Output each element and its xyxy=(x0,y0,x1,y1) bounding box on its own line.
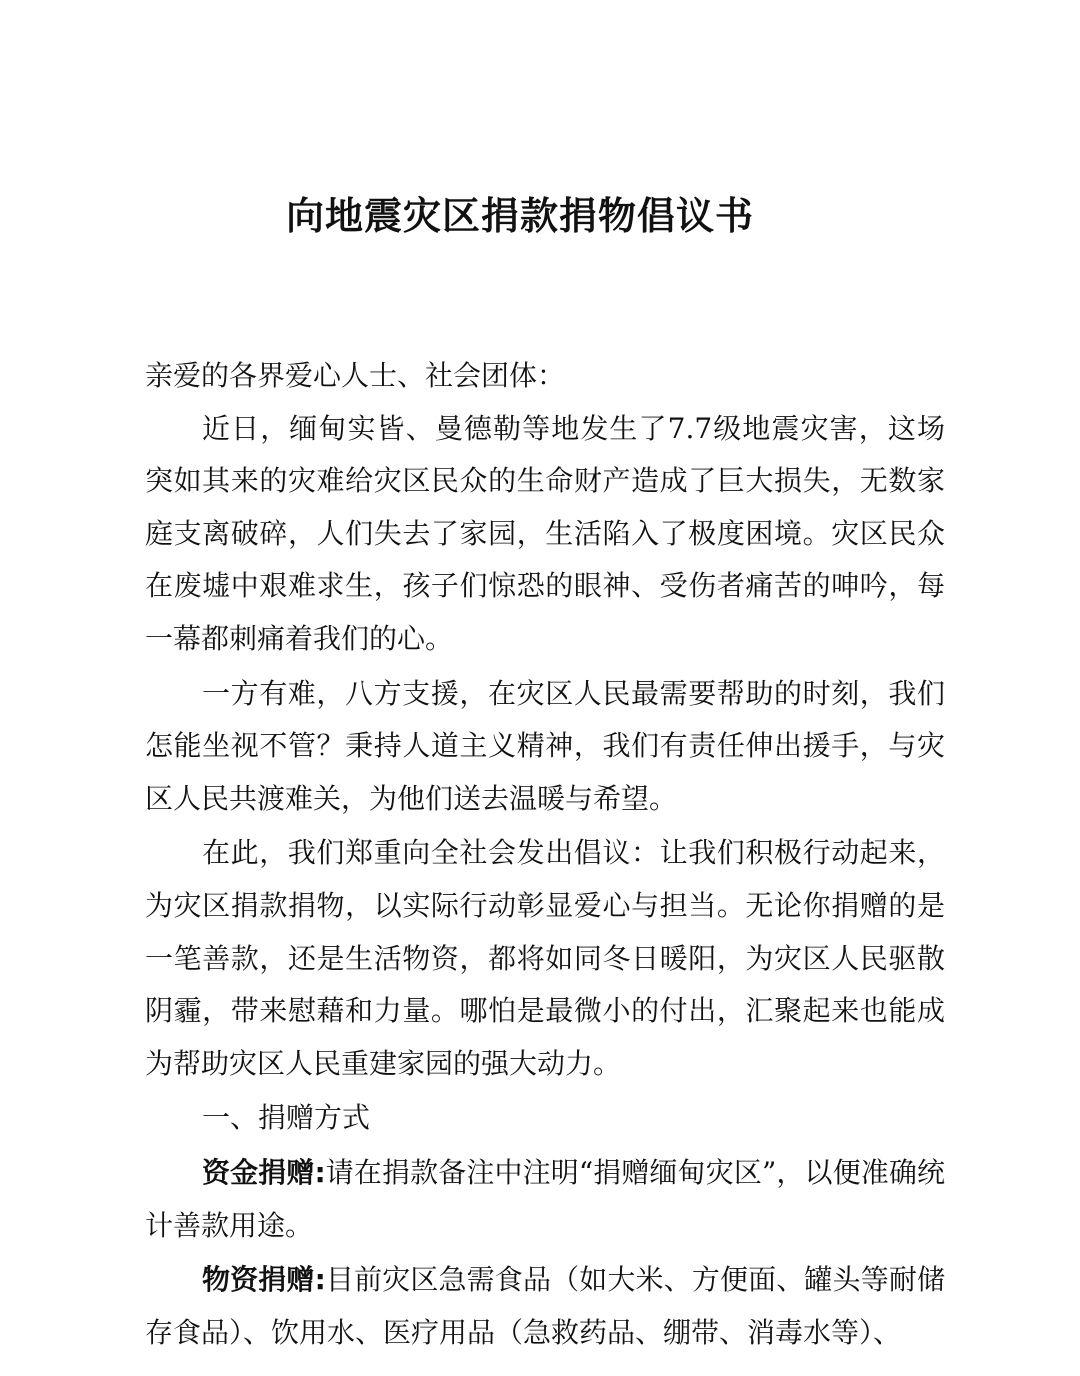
paragraph-2: 一方有难，八方支援，在灾区人民最需要帮助的时刻，我们怎能坐视不管？秉持人道主义精神，我们有责任伸出援手，与灾区人民共渡难关，为他们送去温暖与希望。 xyxy=(145,676,945,815)
paragraph-3: 在此，我们郑重向全社会发出倡议：让我们积极行动起来，为灾区捐款捐物，以实际行动彰显爱心与担当。无论你捐赠的是一笔善款，还是生活物资，都将如同冬日暖阳，为灾区人民驱散阴霾，带来慰藉和力量。哪怕是最微小的付出，汇聚起来也能成为帮助灾区人民重建家园的强大动力。 xyxy=(145,836,945,1080)
goods-donation-label: 物资捐赠: xyxy=(202,1263,326,1297)
paragraph-1: 近日，缅甸实皆、曼德勒等地发生了7.7级地震灾害，这场突如其来的灾难给灾区民众的生命财产造成了巨大损失，无数家庭支离破碎，人们失去了家园，生活陷入了极度困境。灾区民众在废墟中艰难求生，孩子们惊恐的眼神、受伤者痛苦的呻吟，每一幕都刺痛着我们的心。 xyxy=(145,411,945,655)
fund-donation-paragraph xyxy=(145,1147,945,1252)
goods-donation-paragraph xyxy=(145,1254,945,1359)
document-body xyxy=(145,350,945,1359)
goods-donation-text: 目前灾区急需食品（如大米、方便面、罐头等耐储存食品）、饮用水、医疗用品（急救药品、绷带、消毒水等）、 xyxy=(145,1263,945,1349)
greeting: 亲爱的各界爱心人士、社会团体： xyxy=(145,359,566,392)
fund-donation-text: 请在捐款备注中注明“捐赠缅甸灾区”，以便准确统计善款用途。 xyxy=(145,1155,945,1242)
document-title: 向地震灾区捐款捐物倡议书 xyxy=(285,194,754,238)
section-heading-donation-methods: 一、捐赠方式 xyxy=(202,1101,371,1135)
fund-donation-label: 资金捐赠: xyxy=(202,1155,326,1189)
